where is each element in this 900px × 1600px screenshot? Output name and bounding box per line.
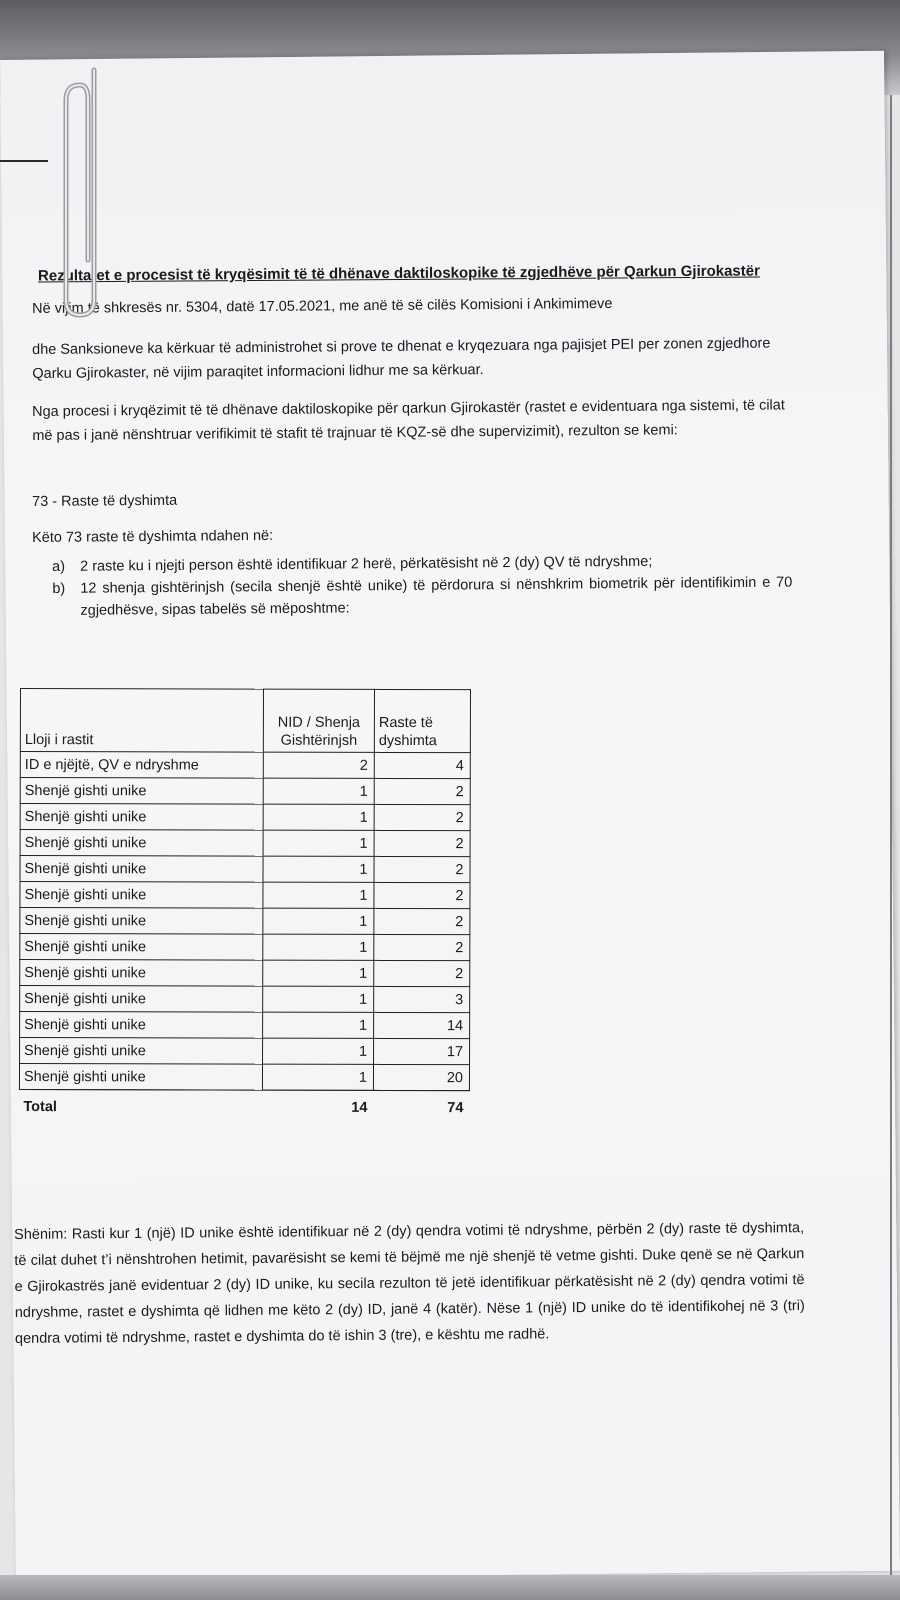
cell-case-type: Shenjë gishti unike <box>19 1064 262 1091</box>
case-split-list <box>52 550 793 622</box>
cell-nid-count: 1 <box>263 908 374 934</box>
cell-case-type: Shenjë gishti unike <box>20 1038 263 1065</box>
cell-nid-count: 1 <box>263 1038 374 1064</box>
cell-nid-count: 2 <box>263 752 374 778</box>
cell-suspicious-count: 2 <box>374 778 470 804</box>
cell-case-type: Shenjë gishti unike <box>20 934 263 961</box>
intro-paragraph-line1: Në vijim të shkresës nr. 5304, datë 17.05.2021, me anë të së cilës Komisioni i Ankimimeve <box>32 295 613 317</box>
table-row <box>20 1038 470 1065</box>
cell-suspicious-count: 2 <box>374 830 470 856</box>
list-marker: b) <box>52 580 66 597</box>
table-row <box>20 908 470 935</box>
list-item-text: 12 shenja gishtërinjsh (secila shenjë është unike) të përdorura si nënshkrim biometrik për identifikimin e 70 zgjedhësve, sipas tabelës së mëposhtme: <box>80 574 793 619</box>
header-suspicious-cases: Raste të dyshimta <box>374 689 470 752</box>
paper-clip-icon <box>50 60 110 320</box>
cell-case-type: Shenjë gishti unike <box>20 986 263 1013</box>
cell-nid-count: 1 <box>263 804 374 830</box>
suspicious-cases-table <box>19 688 471 1120</box>
cell-case-type: ID e njëjtë, QV e ndryshme <box>20 752 263 779</box>
process-paragraph: Nga procesi i kryqëzimit të të dhënave daktiloskopike për qarkun Gjirokastër (rastet e evidentuara nga sistemi, të cilat më pas i janë nënshtruar verifikimit të stafit të trajnuar të KQZ-së dhe supervizimit), rezulton se kemi: <box>32 397 785 444</box>
cell-case-type: Shenjë gishti unike <box>20 882 263 909</box>
table-row <box>20 1012 470 1039</box>
table-body <box>19 752 470 1091</box>
table-row <box>20 830 470 857</box>
table-row <box>20 986 470 1013</box>
header-case-type: Lloji i rastit <box>20 689 263 753</box>
cell-nid-count: 1 <box>263 830 374 856</box>
cell-suspicious-count: 3 <box>374 986 470 1012</box>
cell-nid-count: 1 <box>262 1064 373 1090</box>
table-row <box>20 856 470 883</box>
table-row <box>20 882 470 909</box>
cell-suspicious-count: 2 <box>374 934 470 960</box>
table-header-row <box>20 689 470 753</box>
cell-case-type: Shenjë gishti unike <box>20 778 263 805</box>
list-item-text: 2 raste ku i njejti person është identifikuar 2 herë, përkatësisht në 2 (dy) QV të ndryshme; <box>80 553 653 575</box>
cell-case-type: Shenjë gishti unike <box>20 908 263 935</box>
table-row <box>20 804 470 831</box>
cell-nid-count: 1 <box>263 856 374 882</box>
cell-case-type: Shenjë gishti unike <box>20 830 263 857</box>
total-cases: 74 <box>447 1099 464 1116</box>
cell-case-type: Shenjë gishti unike <box>20 1012 263 1039</box>
header-nid-fingerprints: NID / Shenja Gishtërinjsh <box>263 689 374 752</box>
document-title: Rezultatet e procesist të kryqësimit të të dhënave daktiloskopike të zgjedhëve për Qarkun Gjirokastër <box>37 262 760 285</box>
cell-case-type: Shenjë gishti unike <box>20 960 263 987</box>
table-row <box>20 778 470 805</box>
total-nid: 14 <box>351 1099 368 1116</box>
cell-suspicious-count: 2 <box>374 908 470 934</box>
cell-suspicious-count: 17 <box>374 1038 470 1064</box>
cell-suspicious-count: 2 <box>374 856 470 882</box>
cell-nid-count: 1 <box>263 986 374 1012</box>
suspicious-count-line: 73 - Raste të dyshimta <box>32 492 178 510</box>
cell-suspicious-count: 4 <box>374 752 470 778</box>
table-row <box>20 934 470 961</box>
list-item <box>52 572 792 622</box>
cell-nid-count: 1 <box>263 778 374 804</box>
table-row <box>19 1064 469 1091</box>
cell-nid-count: 1 <box>263 882 374 908</box>
split-intro-line: Këto 73 raste të dyshimta ndahen në: <box>32 527 274 546</box>
explanatory-note: Shënim: Rasti kur 1 (një) ID unike është identifikuar në 2 (dy) qendra votimi të ndryshme, përbën 2 (dy) raste të dyshimta, të cilat duhet t’i nënshtrohen hetimit, pavarësisht se kemi të bëjmë me një shenjë të vetme gishti. Duke qenë se në Qarkun e Gjirokastrës janë evidentuar 2 (dy) ID unike, ku secila rezulton të jetë identifikuar përkatësisht në 2 (dy) qendra votimi të ndryshme, rastet e dyshimta që lidhen me këto 2 (dy) ID, janë 4 (katër). Nëse 1 (një) ID unike do të identifikohej në 3 (tri) qendra votimi të ndryshme, rastet e dyshimta do të ishin 3 (tre), e kështu me radhë. <box>14 1220 805 1347</box>
cell-nid-count: 1 <box>263 934 374 960</box>
cell-nid-count: 1 <box>263 1012 374 1038</box>
total-label: Total <box>23 1098 57 1115</box>
list-marker: a) <box>52 558 66 575</box>
cell-suspicious-count: 2 <box>374 882 470 908</box>
cell-suspicious-count: 20 <box>373 1064 469 1090</box>
table-row <box>20 752 470 779</box>
intro-paragraph-continuation: dhe Sanksioneve ka kërkuar të administrohet si prove te dhenat e kryqezuara nga pajisjet PEI per zonen zgjedhore Qarku Gjirokaster, në vijim paraqitet informacioni lidhur me sa kërkuar. <box>32 335 771 382</box>
cell-case-type: Shenjë gishti unike <box>20 856 263 883</box>
table-row <box>20 960 470 987</box>
cell-suspicious-count: 14 <box>374 1012 470 1038</box>
cell-suspicious-count: 2 <box>374 960 470 986</box>
cell-case-type: Shenjë gishti unike <box>20 804 263 831</box>
table-total-row <box>19 1089 469 1120</box>
cell-suspicious-count: 2 <box>374 804 470 830</box>
cell-nid-count: 1 <box>263 960 374 986</box>
